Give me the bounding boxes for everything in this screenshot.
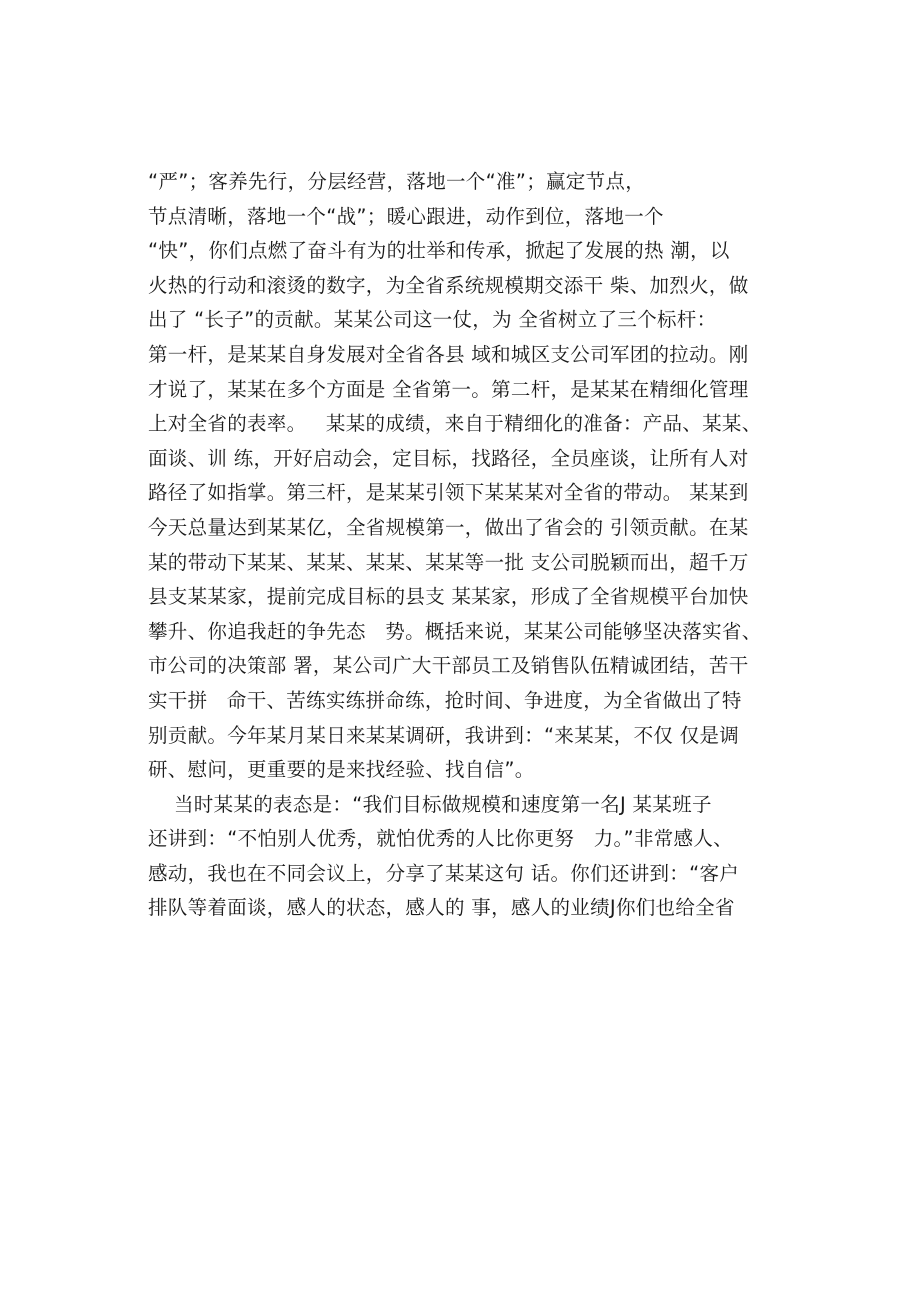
text-line: 别贡献。今年某月某日来某某调研，我讲到：“来某某，不仅 仅是调 [148,723,740,747]
text-line: “快”，你们点燃了奋斗有为的壮举和传承，掀起了发展的热 潮，以 [148,239,730,263]
text-line: 实干拼 命干、苦练实练拼命练，抢时间、争进度，为全省做出了特 [148,688,742,712]
text-line: 火热的行动和滚烫的数字，为全省系统规模期交添干 柴、加烈火，做 [148,273,749,297]
text-line: 某的带动下某某、某某、某某、某某等一批 支公司脱颖而出，超千万 [148,550,749,574]
text-line: 感动，我也在不同会议上，分享了某某这句 话。你们还讲到：“客户 [148,861,740,885]
text-line: 排队等着面谈，感人的状态，感人的 事，感人的业绩J你们也给全省 [148,896,735,920]
text-line: 还讲到：“不怕别人优秀，就怕优秀的人比你更努 力。”非常感人、 [148,827,733,851]
text-line: 出了 “长子”的贡献。某某公司这一仗，为 全省树立了三个标杆： [148,308,717,332]
text-line: 研、慰问，更重要的是来找经验、找自信”。 [148,758,535,782]
text-line: 市公司的决策部 署，某公司广大干部员工及销售队伍精诚团结，苦干 [148,654,749,678]
body-text [148,165,828,926]
text-line: 第一杆，是某某自身发展对全省各县 域和城区支公司军团的拉动。刚 [148,342,749,366]
text-line: “严”；客养先行，分层经营，落地一个“准”；赢定节点， [148,170,646,193]
text-line: 攀升、你追我赶的争先态 势。概括来说，某某公司能够坚决落实省、 [148,619,762,643]
text-line: 上对全省的表率。 某某的成绩，来自于精细化的准备：产品、某某、 [148,412,762,436]
text-line: 今天总量达到某某亿，全省规模第一，做出了省会的 引领贡献。在某 [148,515,749,539]
text-line: 路径了如指掌。第三杆，是某某引领下某某某对全省的带动。 某某到 [148,481,749,505]
text-line: 才说了，某某在多个方面是 全省第一。第二杆，是某某在精细化管理 [148,377,749,401]
text-line: 县支某某家，提前完成目标的县支 某某家，形成了全省规模平台加快 [148,585,749,609]
text-line: 节点清晰，落地一个“战”；暖心跟进，动作到位，落地一个 [148,204,664,228]
text-line: 面谈、训 练，开好启动会，定目标，找路径，全员座谈，让所有人对 [148,446,749,470]
paragraph-start-line: 当时某某的表态是：“我们目标做规模和速度第一名J 某某班子 [148,792,712,816]
